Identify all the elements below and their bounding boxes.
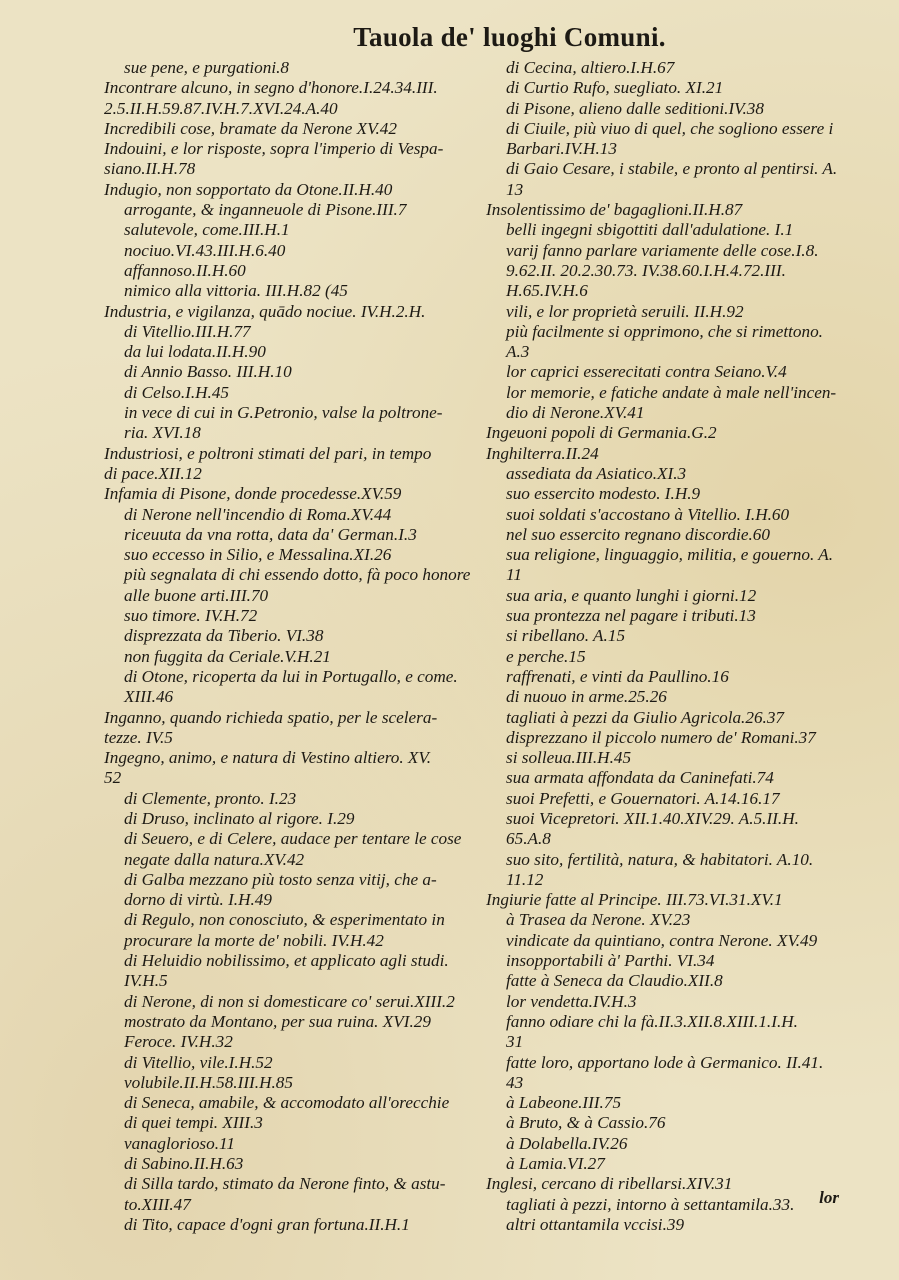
index-entry: belli ingegni sbigottiti dall'adulatione. I.1 xyxy=(506,220,794,240)
index-entry: di pace.XII.12 xyxy=(104,463,202,483)
index-entry: disprezzano il piccolo numero de' Romani.37 xyxy=(506,727,816,747)
index-entry: fatte à Seneca da Claudio.XII.8 xyxy=(506,971,723,991)
index-entry: di Clemente, pronto. I.23 xyxy=(124,788,297,808)
index-entry: dorno di virtù. I.H.49 xyxy=(124,890,272,910)
index-entry: di Celso.I.H.45 xyxy=(124,382,230,402)
index-entry: Industria, e vigilanza, quādo nociue. IV.H.2.H. xyxy=(104,301,426,321)
index-entry: varij fanno parlare variamente delle cose.I.8. xyxy=(506,240,819,260)
index-entry: disprezzata da Tiberio. VI.38 xyxy=(124,626,324,646)
index-column-right xyxy=(486,58,846,1235)
index-entry: suoi Vicepretori. XII.1.40.XIV.29. A.5.II.H. xyxy=(506,808,799,828)
index-entry: Infamia di Pisone, donde procedesse.XV.59 xyxy=(104,484,402,504)
index-entry: raffrenati, e vinti da Paullino.16 xyxy=(506,666,729,686)
index-entry: di Vitellio.III.H.77 xyxy=(124,321,251,341)
index-entry: sua prontezza nel pagare i tributi.13 xyxy=(506,606,756,626)
catchword: lor xyxy=(819,1188,839,1207)
index-entry: A.3 xyxy=(506,342,530,362)
index-entry: 11.12 xyxy=(506,869,544,889)
index-entry: Ingeuoni popoli di Germania.G.2 xyxy=(486,423,717,443)
index-entry: Inglesi, cercano di ribellarsi.XIV.31 xyxy=(486,1174,733,1194)
index-entry: ria. XVI.18 xyxy=(124,423,201,443)
index-entry: dio di Nerone.XV.41 xyxy=(506,403,645,423)
index-entry: riceuuta da vna rotta, data da' German.I.3 xyxy=(124,524,417,544)
index-entry: volubile.II.H.58.III.H.85 xyxy=(124,1072,293,1092)
index-entry: suoi Prefetti, e Gouernatori. A.14.16.17 xyxy=(506,788,780,808)
index-entry: Industriosi, e poltroni stimati del pari, in tempo xyxy=(104,443,432,463)
index-entry: Indugio, non sopportato da Otone.II.H.40 xyxy=(104,179,393,199)
index-entry: à Bruto, & à Cassio.76 xyxy=(506,1113,666,1133)
index-entry: si ribellano. A.15 xyxy=(506,626,626,646)
index-entry: XIII.46 xyxy=(124,687,174,707)
index-entry: fatte loro, apportano lode à Germanico. II.41. xyxy=(506,1052,824,1072)
index-entry: di Sabino.II.H.63 xyxy=(124,1154,244,1174)
index-entry: di Seneca, amabile, & accomodato all'orecchie xyxy=(124,1093,450,1113)
index-entry: di nuouo in arme.25.26 xyxy=(506,687,667,707)
index-entry: suoi soldati s'accostano à Vitellio. I.H.60 xyxy=(506,504,790,524)
index-entry: sue pene, e purgationi.8 xyxy=(124,58,290,77)
index-entry: 31 xyxy=(506,1032,524,1052)
index-entry: più segnalata di chi essendo dotto, fà poco honore xyxy=(124,565,471,585)
index-entry: vindicate da quintiano, contra Nerone. XV.49 xyxy=(506,930,818,950)
index-entry: procurare la morte de' nobili. IV.H.42 xyxy=(124,930,384,950)
index-entry: altri ottantamila vccisi.39 xyxy=(506,1214,685,1234)
index-entry: nociuo.VI.43.III.H.6.40 xyxy=(124,240,286,260)
index-entry: 13 xyxy=(506,179,524,199)
index-entry: di Silla tardo, stimato da Nerone finto, & astu- xyxy=(124,1174,446,1194)
index-entry: alle buone arti.III.70 xyxy=(124,585,269,605)
index-entry: Incontrare alcuno, in segno d'honore.I.24.34.III. xyxy=(104,78,438,98)
index-entry: nel suo essercito regnano discordie.60 xyxy=(506,524,770,544)
index-entry: 11 xyxy=(506,565,522,585)
index-entry: vili, e lor proprietà seruili. II.H.92 xyxy=(506,301,744,321)
index-entry: di Gaio Cesare, i stabile, e pronto al pentirsi. A. xyxy=(506,159,838,179)
index-entry: siano.II.H.78 xyxy=(104,159,196,179)
index-entry: di Heluidio nobilissimo, et applicato agli studi. xyxy=(124,951,449,971)
index-entry: H.65.IV.H.6 xyxy=(506,281,588,301)
index-entry: suo sito, fertilità, natura, & habitatori. A.10. xyxy=(506,849,814,869)
index-entry: di Curtio Rufo, suegliato. XI.21 xyxy=(506,78,724,98)
index-entry: tezze. IV.5 xyxy=(104,727,173,747)
index-entry: suo eccesso in Silio, e Messalina.XI.26 xyxy=(124,545,392,565)
index-entry: negate dalla natura.XV.42 xyxy=(124,849,305,869)
index-entry: vanaglorioso.11 xyxy=(124,1133,235,1153)
index-entry: di Pisone, alieno dalle seditioni.IV.38 xyxy=(506,98,764,118)
index-entry: di Tito, capace d'ogni gran fortuna.II.H.1 xyxy=(124,1214,410,1234)
index-entry: da lui lodata.II.H.90 xyxy=(124,342,266,362)
index-entry: Ingegno, animo, e natura di Vestino altiero. XV. xyxy=(104,748,432,768)
index-entry: 43 xyxy=(506,1072,524,1092)
index-entry: Insolentissimo de' bagaglioni.II.H.87 xyxy=(486,200,743,220)
index-entry: si solleua.III.H.45 xyxy=(506,748,632,768)
index-entry: Inghilterra.II.24 xyxy=(486,443,599,463)
index-entry: suo timore. IV.H.72 xyxy=(124,606,258,626)
index-entry: 65.A.8 xyxy=(506,829,551,849)
page-title: Tauola de' luoghi Comuni. xyxy=(353,22,666,52)
index-entry: Barbari.IV.H.13 xyxy=(506,139,617,159)
index-entry: fanno odiare chi la fà.II.3.XII.8.XIII.1.I.H. xyxy=(506,1011,798,1031)
index-entry: in vece di cui in G.Petronio, valse la poltrone- xyxy=(124,403,443,423)
index-entry: insopportabili à' Parthi. VI.34 xyxy=(506,951,715,971)
index-entry: lor caprici esserecitati contra Seiano.V.4 xyxy=(506,362,787,382)
index-entry: di Annio Basso. III.H.10 xyxy=(124,362,292,382)
index-entry: salutevole, come.III.H.1 xyxy=(124,220,290,240)
index-entry: tagliati à pezzi, intorno à settantamila.33. xyxy=(506,1194,795,1214)
index-entry: Indouini, e lor risposte, sopra l'imperio di Vespa- xyxy=(104,139,444,159)
index-entry: di quei tempi. XIII.3 xyxy=(124,1113,263,1133)
index-entry: di Cecina, altiero.I.H.67 xyxy=(506,58,675,77)
index-entry: e perche.15 xyxy=(506,646,586,666)
index-entry: più facilmente si opprimono, che si rimettono. xyxy=(506,321,823,341)
index-entry: di Seuero, e di Celere, audace per tentare le cose xyxy=(124,829,462,849)
index-entry: sua armata affondata da Caninefati.74 xyxy=(506,768,774,788)
index-column-left xyxy=(104,58,478,1235)
index-entry: Feroce. IV.H.32 xyxy=(124,1032,233,1052)
index-entry: di Vitellio, vile.I.H.52 xyxy=(124,1052,273,1072)
index-entry: di Galba mezzano più tosto senza vitij, che a- xyxy=(124,869,437,889)
index-entry: arrogante, & inganneuole di Pisone.III.7 xyxy=(124,200,407,220)
index-entry: Ingiurie fatte al Principe. III.73.VI.31.XV.1 xyxy=(486,890,783,910)
index-entry: Inganno, quando richieda spatio, per le scelera- xyxy=(104,707,438,727)
index-entry: non fuggita da Ceriale.V.H.21 xyxy=(124,646,331,666)
index-entry: di Druso, inclinato al rigore. I.29 xyxy=(124,808,355,828)
index-entry: assediata da Asiatico.XI.3 xyxy=(506,463,687,483)
index-entry: 9.62.II. 20.2.30.73. IV.38.60.I.H.4.72.III. xyxy=(506,260,786,280)
index-entry: à Lamia.VI.27 xyxy=(506,1154,605,1174)
index-entry: tagliati à pezzi da Giulio Agricola.26.37 xyxy=(506,707,785,727)
index-entry: di Ciuile, più viuo di quel, che sogliono essere i xyxy=(506,118,834,138)
index-entry: 2.5.II.H.59.87.IV.H.7.XVI.24.A.40 xyxy=(104,98,338,118)
index-entry: lor vendetta.IV.H.3 xyxy=(506,991,637,1011)
index-entry: suo essercito modesto. I.H.9 xyxy=(506,484,701,504)
index-entry: di Regulo, non conosciuto, & esperimentato in xyxy=(124,910,445,930)
index-entry: to.XIII.47 xyxy=(124,1194,191,1214)
index-entry: à Labeone.III.75 xyxy=(506,1093,622,1113)
index-entry: di Nerone nell'incendio di Roma.XV.44 xyxy=(124,504,392,524)
index-entry: nimico alla vittoria. III.H.82 (45 xyxy=(124,281,348,301)
index-entry: à Dolabella.IV.26 xyxy=(506,1133,628,1153)
index-entry: mostrato da Montano, per sua ruina. XVI.29 xyxy=(124,1011,431,1031)
index-entry: sua aria, e quanto lunghi i giorni.12 xyxy=(506,585,757,605)
index-entry: affannoso.II.H.60 xyxy=(124,260,246,280)
index-entry: Incredibili cose, bramate da Nerone XV.42 xyxy=(104,118,397,138)
index-entry: lor memorie, e fatiche andate à male nell'incen- xyxy=(506,382,837,402)
index-entry: di Otone, ricoperta da lui in Portugallo, e come. xyxy=(124,666,458,686)
index-entry: à Trasea da Nerone. XV.23 xyxy=(506,910,691,930)
index-entry: sua religione, linguaggio, militia, e gouerno. A. xyxy=(506,545,834,565)
index-entry: di Nerone, di non si domesticare co' serui.XIII.2 xyxy=(124,991,455,1011)
index-entry: IV.H.5 xyxy=(124,971,168,991)
index-entry: 52 xyxy=(104,768,122,788)
